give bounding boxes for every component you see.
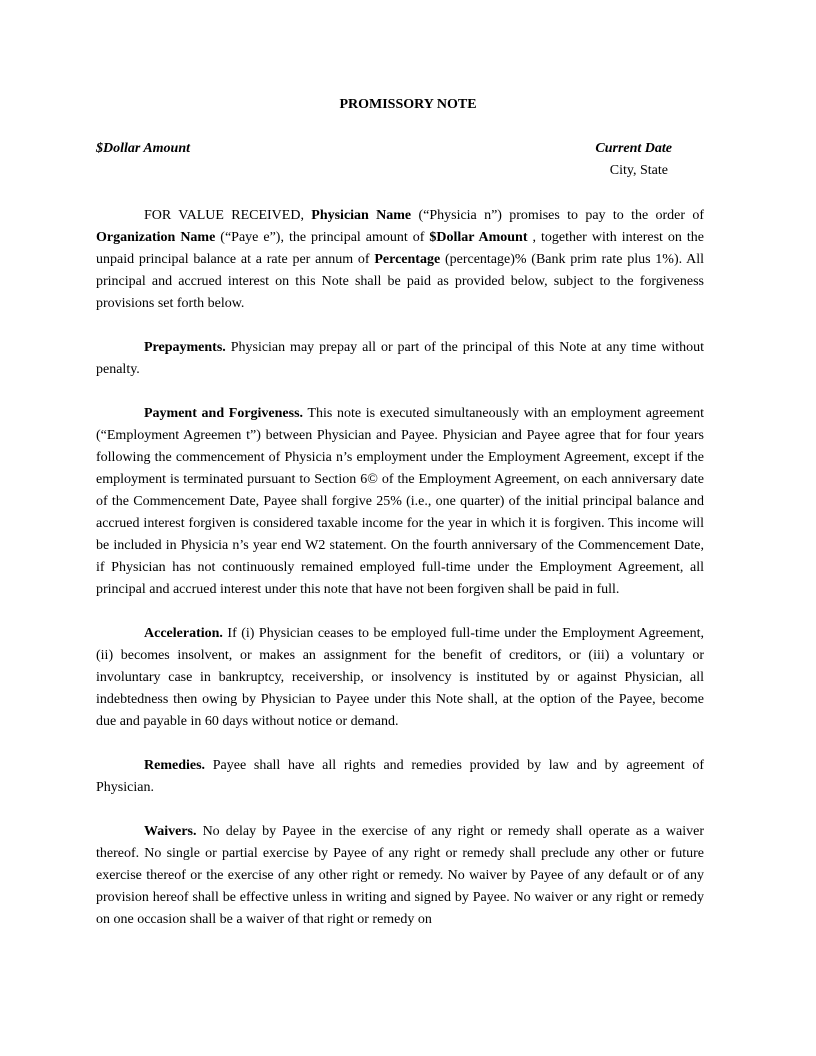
intro-text-5: (percentage)% (Bank prim rate plus 1%). All principal and accrued interest on this Note shall be paid as provided below, subject to the forgiveness provisions set forth below. xyxy=(96,252,704,311)
header-current-date: Current Date xyxy=(595,141,672,156)
section-heading: Prepayments. xyxy=(144,340,226,355)
document-title: PROMISSORY NOTE xyxy=(339,97,477,112)
intro-text-2: (“Physicia n”) promises to pay to the order of xyxy=(411,208,704,223)
section-text: Physician may prepay all or part of the principal of this Note at any time without penalty. xyxy=(96,340,704,377)
section-text: If (i) Physician ceases to be employed full-time under the Employment Agreement, (ii) becomes insolvent, or makes an assignment for the benefit of creditors, or (iii) a voluntary or involuntary case in bankruptcy, receivership, or insolvency is instituted by or against Physician, all indebtedness then owing by Physician to Payee under this Note shall, at the option of the Payee, become due and payable in 60 days without notice or demand. xyxy=(96,626,704,729)
dollar-amount-field: $Dollar Amount xyxy=(429,230,528,245)
percentage-field: Percentage xyxy=(374,252,441,267)
document-body xyxy=(96,205,704,953)
section-remedies xyxy=(96,755,704,799)
section-acceleration xyxy=(96,623,704,733)
section-heading: Waivers. xyxy=(144,824,197,839)
header-city-state: City, State xyxy=(609,163,668,178)
section-prepayments xyxy=(96,337,704,381)
intro-paragraph xyxy=(96,205,704,315)
section-heading: Remedies. xyxy=(144,758,206,773)
header-dollar-amount: $Dollar Amount xyxy=(96,141,191,156)
intro-text-4: , together with interest on the unpaid principal balance at a rate per annum of xyxy=(96,230,704,267)
section-heading: Acceleration. xyxy=(144,626,223,641)
physician-name-field: Physician Name xyxy=(311,208,412,223)
section-text: This note is executed simultaneously with an employment agreement (“Employment Agreemen t”) between Physician and Payee. Physician and Payee agree that for four years following the commencement of Physicia n’s employment under the Employment Agreement, except if the employment is terminated pursuant to Section 6© of the Employment Agreement, on each anniversary date of the Commencement Date, Payee shall forgive 25% (i.e., one quarter) of the initial principal balance and accrued interest forgiven is considered taxable income for the year in which it is forgiven. This income will be included in Physicia n’s year end W2 statement. On the fourth anniversary of the Commencement Date, if Physician has not continuously remained employed full-time under the Employment Agreement, all principal and accrued interest under this note that have not been forgiven shall be paid in full. xyxy=(96,406,704,597)
intro-text-1: FOR VALUE RECEIVED, xyxy=(144,208,304,223)
intro-text-3: (“Paye e”), the principal amount of xyxy=(215,230,430,245)
section-waivers xyxy=(96,821,704,931)
section-text: No delay by Payee in the exercise of any right or remedy shall operate as a waiver thereof. No single or partial exercise by Payee of any right or remedy shall preclude any other or future exercise thereof or the exercise of any other right or remedy. No waiver by Payee of any default or of any provision hereof shall be effective unless in writing and signed by Payee. No waiver or any right or remedy on one occasion shall be a waiver of that right or remedy on xyxy=(96,824,704,927)
organization-name-field: Organization Name xyxy=(96,230,216,245)
section-text: Payee shall have all rights and remedies provided by law and by agreement of Physician. xyxy=(96,758,704,795)
section-payment-forgiveness xyxy=(96,403,704,601)
section-heading: Payment and Forgiveness. xyxy=(144,406,304,421)
